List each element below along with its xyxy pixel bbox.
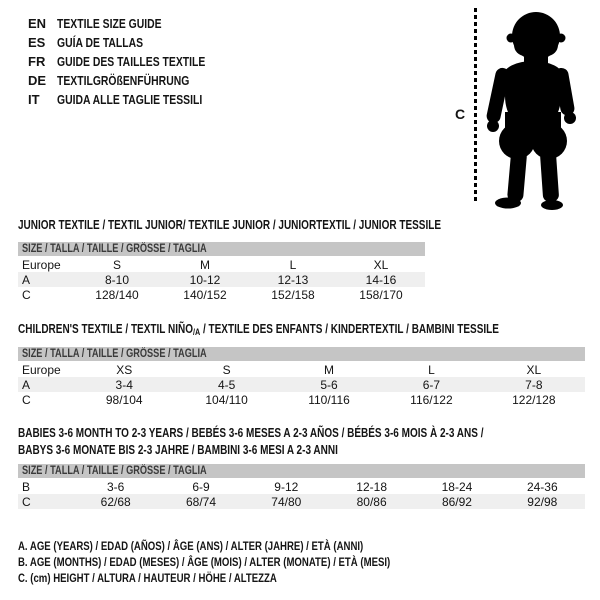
value-cell: 80/86 xyxy=(356,494,387,509)
value-cell: 8-10 xyxy=(104,272,130,287)
value-cell: 12-18 xyxy=(356,479,387,494)
value-cell: L xyxy=(289,257,297,272)
size-header-label: SIZE / TALLA / TAILLE / GRÖSSE / TAGLIA xyxy=(22,243,207,255)
size-header-bar xyxy=(18,464,585,478)
value-cell: S xyxy=(112,257,121,272)
row-label-cell: C xyxy=(22,392,31,407)
value-cell: M xyxy=(200,257,210,272)
footnote-line: A. AGE (YEARS) / EDAD (AÑOS) / ÂGE (ANS) / ALTER (JAHRE) / ETÀ (ANNI) xyxy=(18,539,364,553)
height-measure-label: C xyxy=(455,106,466,122)
height-dashed-line xyxy=(474,8,477,204)
value-cell: 140/152 xyxy=(183,287,227,302)
section-heading-line xyxy=(18,217,441,234)
value-cell: 116/122 xyxy=(410,392,453,407)
language-title: GUIDE DES TAILLES TEXTILE xyxy=(57,54,206,69)
language-title: TEXTILE SIZE GUIDE xyxy=(57,16,162,31)
value-cell: 24-36 xyxy=(526,479,558,494)
section-heading-line xyxy=(18,442,483,459)
language-code: EN xyxy=(28,16,47,31)
row-label-cell: Europe xyxy=(22,362,61,377)
footnote-line: B. AGE (MONTHS) / EDAD (MESES) / ÂGE (MOIS) / ALTER (MONATE) / ETÀ (MESI) xyxy=(18,555,391,569)
language-title: TEXTILGRÖßENFÜHRUNG xyxy=(57,73,190,88)
heading-segment: JUNIOR TEXTILE / TEXTIL JUNIOR/ TEXTILE JUNIOR / JUNIORTEXTIL / JUNIOR TESSILE xyxy=(18,218,442,232)
value-cell: XL xyxy=(526,362,542,377)
section-heading-line xyxy=(18,425,483,442)
value-cell: M xyxy=(324,362,335,377)
language-code: ES xyxy=(28,35,46,50)
row-label-cell: C xyxy=(22,287,31,302)
size-header-label: SIZE / TALLA / TAILLE / GRÖSSE / TAGLIA xyxy=(22,348,207,360)
babies-size-table xyxy=(18,464,585,509)
row-label-cell: C xyxy=(22,494,31,509)
value-cell: 7-8 xyxy=(525,377,543,392)
heading-segment: /A xyxy=(192,327,201,337)
table-row xyxy=(18,362,585,377)
value-cell: 98/104 xyxy=(105,392,143,407)
size-header-bar xyxy=(18,347,585,361)
value-cell: 68/74 xyxy=(185,494,216,509)
language-row xyxy=(28,52,242,71)
value-cell: 3-6 xyxy=(106,479,125,494)
language-row xyxy=(28,71,242,90)
table-row xyxy=(18,287,425,302)
language-code: FR xyxy=(28,54,46,69)
language-list xyxy=(28,14,242,109)
row-label-cell: B xyxy=(22,479,31,494)
value-cell: 158/170 xyxy=(359,287,403,302)
value-cell: 5-6 xyxy=(320,377,338,392)
value-cell: 18-24 xyxy=(441,479,473,494)
value-cell: 92/98 xyxy=(527,494,558,509)
junior-section-heading xyxy=(18,217,547,234)
value-cell: S xyxy=(222,362,231,377)
size-header-label: SIZE / TALLA / TAILLE / GRÖSSE / TAGLIA xyxy=(22,465,207,477)
heading-segment: / TEXTILE DES ENFANTS / KINDERTEXTIL / BAMBINI TESSILE xyxy=(200,322,499,336)
value-cell: 14-16 xyxy=(365,272,397,287)
value-cell: 110/116 xyxy=(308,392,350,407)
footnote-line: C. (cm) HEIGHT / ALTURA / HAUTEUR / HÖHE / ALTEZZA xyxy=(18,571,277,585)
baby-silhouette-icon xyxy=(486,8,578,210)
value-cell: 122/128 xyxy=(512,392,556,407)
row-label-cell: A xyxy=(22,377,31,392)
value-cell: 62/68 xyxy=(100,494,131,509)
value-cell: 10-12 xyxy=(189,272,221,287)
heading-segment: BABIES 3-6 MONTH TO 2-3 YEARS / BEBÉS 3-6 MESES A 2-3 AÑOS / BÉBÉS 3-6 MOIS À 2-3 ANS / xyxy=(18,426,484,440)
value-cell: L xyxy=(428,362,435,377)
value-cell: 152/158 xyxy=(271,287,315,302)
children-size-table xyxy=(18,347,585,407)
junior-size-table xyxy=(18,242,425,302)
size-header-bar xyxy=(18,242,425,256)
language-code: DE xyxy=(28,73,47,88)
children-section-heading xyxy=(18,321,600,341)
language-code: IT xyxy=(28,92,40,107)
language-row xyxy=(28,14,242,33)
value-cell: 86/92 xyxy=(441,494,472,509)
value-cell: XS xyxy=(116,362,133,377)
table-row xyxy=(18,479,585,494)
value-cell: 12-13 xyxy=(277,272,309,287)
language-title: GUIDA ALLE TAGLIE TESSILI xyxy=(57,92,203,107)
language-title: GUÍA DE TALLAS xyxy=(57,35,144,50)
value-cell: 6-7 xyxy=(422,377,441,392)
table-row xyxy=(18,392,585,407)
table-row xyxy=(18,257,425,272)
value-cell: 6-9 xyxy=(192,479,210,494)
heading-segment: CHILDREN'S TEXTILE / TEXTIL NIÑO xyxy=(18,322,193,336)
value-cell: 3-4 xyxy=(115,377,133,392)
language-row xyxy=(28,33,242,52)
table-row xyxy=(18,494,585,509)
babies-section-heading xyxy=(18,425,600,459)
table-row xyxy=(18,272,425,287)
table-row xyxy=(18,377,585,392)
value-cell: XL xyxy=(373,257,389,272)
value-cell: 104/110 xyxy=(205,392,248,407)
row-label-cell: Europe xyxy=(22,257,61,272)
section-heading-line xyxy=(18,321,499,341)
value-cell: 4-5 xyxy=(217,377,236,392)
value-cell: 9-12 xyxy=(274,479,299,494)
value-cell: 74/80 xyxy=(271,494,302,509)
value-cell: 128/140 xyxy=(95,287,139,302)
row-label-cell: A xyxy=(22,272,31,287)
heading-segment: BABYS 3-6 MONATE BIS 2-3 JAHRE / BAMBINI 3-6 MESI A 2-3 ANNI xyxy=(18,443,338,457)
language-row xyxy=(28,90,242,109)
footnotes xyxy=(18,538,483,586)
